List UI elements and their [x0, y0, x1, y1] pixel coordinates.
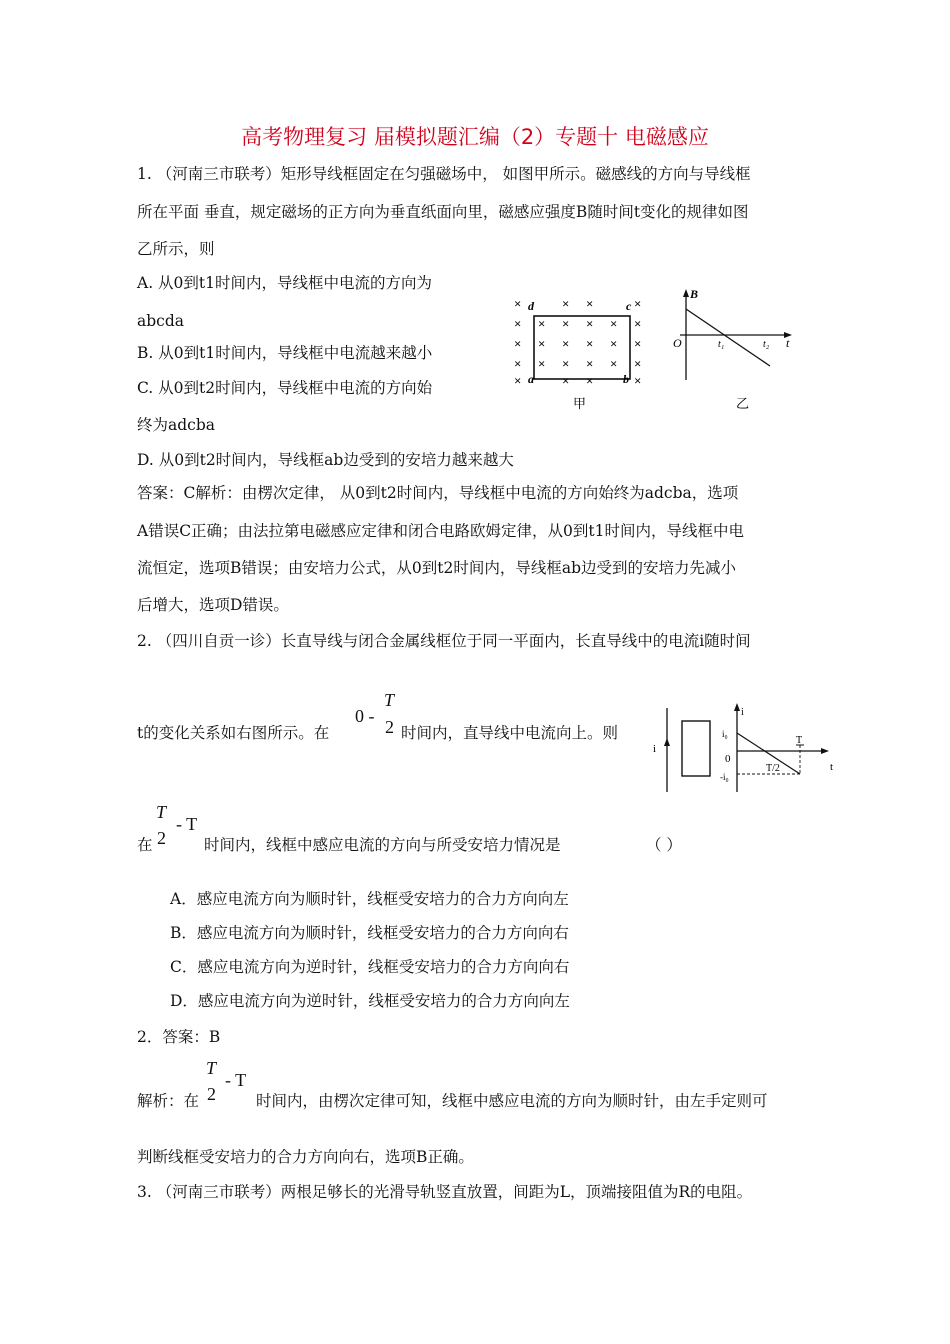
q2-answer-paren: （ ）	[646, 836, 682, 854]
q1-line-2: 所在平面 垂直，规定磁场的正方向为垂直纸面向里，磁感应强度B随时间t变化的规律如图	[137, 203, 749, 221]
q2-line-2a: t的变化关系如右图所示。在	[137, 724, 330, 742]
frac2-den: 2	[157, 828, 166, 848]
current-axis-label: i	[741, 707, 744, 718]
q2-answer: 2．答案：B	[137, 1028, 221, 1046]
q2-explanation-2: 判断线框受安培力的合力方向向右，选项B正确。	[137, 1148, 474, 1166]
page-title: 高考物理复习 届模拟题汇编（2）专题十 电磁感应	[241, 125, 709, 149]
frac2-post: - T	[176, 814, 198, 834]
field-cross: ×	[610, 336, 618, 351]
q1-answer-4: 后增大，选项D错误。	[137, 596, 289, 614]
caption-yi: 乙	[736, 396, 750, 411]
field-cross: ×	[562, 336, 570, 351]
q1-answer-3: 流恒定，选项B错误；由安培力公式，从0到t2时间内，导线框ab边受到的安培力先减小	[137, 559, 737, 577]
frac3-den: 2	[207, 1084, 216, 1104]
q2-explanation-a: 解析：在	[137, 1092, 200, 1110]
q1-answer-1: 答案：C解析：由楞次定律， 从0到t2时间内，导线框中电流的方向始终为adcba，选项	[137, 484, 739, 502]
figure-jia	[508, 288, 658, 413]
i0-label: i₀	[722, 729, 728, 739]
time-axis-label: t	[830, 761, 834, 773]
field-cross: ×	[538, 316, 546, 331]
field-cross: ×	[514, 373, 522, 388]
field-cross: ×	[586, 296, 594, 311]
q1-option-a: A. 从0到t1时间内，导线框中电流的方向为	[137, 274, 433, 292]
q1-option-c: C. 从0到t2时间内，导线框中电流的方向始	[137, 379, 433, 397]
corner-c: c	[626, 299, 632, 313]
q2-option-d: D．感应电流方向为逆时针，线框受安培力的合力方向向左	[170, 992, 570, 1010]
corner-d: d	[528, 299, 534, 313]
frac1-num: T	[384, 690, 395, 710]
field-cross: ×	[562, 356, 570, 371]
field-cross: ×	[610, 316, 618, 331]
frac3-post: - T	[225, 1070, 247, 1090]
q2-line-2b: 时间内，直导线中电流向上。则	[401, 724, 619, 742]
field-cross: ×	[514, 296, 522, 311]
origin-label: O	[673, 336, 682, 350]
field-cross: ×	[586, 373, 594, 388]
field-cross: ×	[562, 316, 570, 331]
neg-i0-label: -i₀	[720, 772, 729, 782]
axis-label-b: B	[690, 287, 699, 301]
q2-option-a: A．感应电流方向为顺时针，线框受安培力的合力方向向左	[170, 890, 569, 908]
figure-yi	[670, 284, 800, 414]
loop-frame	[682, 721, 710, 776]
q1-option-a-cont: abcda	[137, 312, 185, 330]
field-cross: ×	[562, 296, 570, 311]
q1-option-d: D. 从0到t2时间内，导线框ab边受到的安培力越来越大	[137, 451, 514, 469]
field-cross: ×	[586, 356, 594, 371]
q1-line-1: 1. （河南三市联考）矩形导线框固定在匀强磁场中， 如图甲所示。磁感线的方向与导线框	[137, 165, 751, 183]
q2-option-c: C．感应电流方向为逆时针，线框受安培力的合力方向向右	[170, 958, 570, 976]
field-cross: ×	[634, 296, 642, 311]
zero-label: 0	[725, 753, 731, 765]
q2-fraction-1: 0 -	[355, 706, 375, 726]
period-label: T	[796, 735, 803, 746]
caption-jia: 甲	[573, 396, 587, 411]
frac2-num: T	[156, 802, 167, 822]
q2-line-1: 2. （四川自贡一诊）长直导线与闭合金属线框位于同一平面内，长直导线中的电流i随时间	[137, 632, 751, 650]
field-cross: ×	[538, 356, 546, 371]
field-cross: ×	[538, 336, 546, 351]
q2-line-3b: 时间内，线框中感应电流的方向与所受安培力情况是	[204, 836, 561, 854]
frac1-den: 2	[385, 717, 394, 737]
field-cross: ×	[514, 316, 522, 331]
field-cross: ×	[634, 316, 642, 331]
t2-label: t₂	[763, 339, 770, 350]
field-cross: ×	[634, 336, 642, 351]
q2-option-b: B．感应电流方向为顺时针，线框受安培力的合力方向向右	[170, 924, 569, 942]
q1-option-c-cont: 终为adcba	[137, 416, 216, 434]
field-cross: ×	[610, 356, 618, 371]
field-cross: ×	[634, 356, 642, 371]
q2-explanation-b: 时间内，由楞次定律可知，线框中感应电流的方向为顺时针，由左手定则可	[256, 1092, 768, 1110]
axis-label-t: t	[786, 336, 790, 350]
figure-q2	[650, 700, 850, 800]
frac3-num: T	[206, 1058, 217, 1078]
q1-option-b: B. 从0到t1时间内，导线框中电流越来越小	[137, 344, 433, 362]
field-cross: ×	[562, 373, 570, 388]
wire-current-label: i	[653, 743, 657, 755]
q3-line-1: 3. （河南三市联考）两根足够长的光滑导轨竖直放置，间距为L，顶端接阻值为R的电阻。	[137, 1183, 753, 1201]
corner-a: a	[528, 372, 534, 386]
field-cross: ×	[586, 316, 594, 331]
field-cross: ×	[634, 373, 642, 388]
q1-line-3: 乙所示，则	[137, 240, 215, 258]
corner-b: b	[623, 372, 629, 386]
field-cross: ×	[514, 356, 522, 371]
q1-answer-2: A错误C正确；由法拉第电磁感应定律和闭合电路欧姆定律，从0到t1时间内，导线框中电	[137, 522, 745, 540]
field-cross: ×	[586, 336, 594, 351]
t1-label: t₁	[718, 339, 725, 350]
field-cross: ×	[514, 336, 522, 351]
half-period-label: T/2	[766, 763, 780, 774]
q2-line-3a: 在	[137, 836, 153, 854]
